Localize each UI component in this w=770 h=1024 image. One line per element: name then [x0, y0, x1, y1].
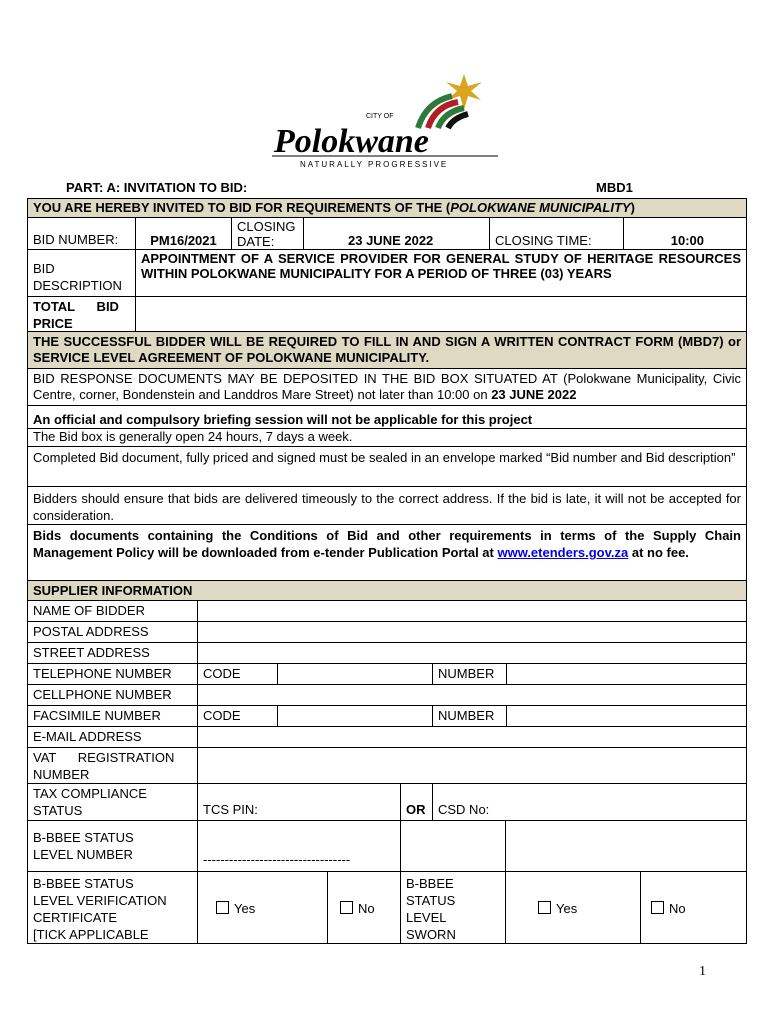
checkbox-icon[interactable]	[651, 901, 664, 914]
facsimile-number-field[interactable]	[507, 706, 746, 726]
postal-address-field[interactable]	[198, 622, 746, 642]
closing-time-value[interactable]: 10:00	[670, 233, 704, 248]
csd-no-field[interactable]: CSD No:	[438, 802, 490, 817]
closing-date-label: CLOSING DATE:	[232, 218, 304, 249]
bid-description-row	[28, 250, 746, 297]
total-bid-price-row	[28, 297, 746, 332]
briefing-notice: An official and compulsory briefing session will not be applicable for this project	[28, 406, 746, 429]
total-bid-price-label: TOTAL BID PRICE	[28, 297, 136, 331]
checkbox-icon[interactable]	[340, 901, 353, 914]
total-bid-price-field[interactable]	[136, 297, 746, 331]
invite-row: YOU ARE HEREBY INVITED TO BID FOR REQUIREMENTS OF THE (POLOKWANE MUNICIPALITY)	[28, 199, 746, 218]
facsimile-row: FACSIMILE NUMBER CODE NUMBER	[28, 706, 746, 727]
telephone-row: TELEPHONE NUMBER CODE NUMBER	[28, 664, 746, 685]
name-of-bidder-row: NAME OF BIDDER	[28, 601, 746, 622]
street-address-row: STREET ADDRESS	[28, 643, 746, 664]
name-of-bidder-field[interactable]	[198, 601, 746, 621]
deposit-notice: BID RESPONSE DOCUMENTS MAY BE DEPOSITED IN THE BID BOX SITUATED AT (Polokwane Municipality, Civic Centre, corner, Bondenstein and Landdros Mare Street) not later than 10:00 on 23 JUNE 2022	[28, 369, 746, 406]
telephone-code-field[interactable]	[278, 664, 433, 684]
vat-row: VAT REGISTRATION NUMBER	[28, 748, 746, 784]
svg-text:CITY OF: CITY OF	[366, 113, 394, 120]
timeous-notice: Bidders should ensure that bids are delivered timeously to the correct address. If the bid is late, it will not be accepted for consideration.	[28, 487, 746, 525]
contract-notice: THE SUCCESSFUL BIDDER WILL BE REQUIRED TO FILL IN AND SIGN A WRITTEN CONTRACT FORM (MBD7) or SERVICE LEVEL AGREEMENT OF POLOKWANE MUNICIPALITY.	[28, 332, 746, 369]
bid-description-label: BID DESCRIPTION	[28, 250, 136, 296]
closing-time-label: CLOSING TIME:	[490, 218, 624, 249]
part-a-heading	[66, 180, 666, 195]
bid-description-value[interactable]: APPOINTMENT OF A SERVICE PROVIDER FOR GENERAL STUDY OF HERITAGE RESOURCES WITHIN POLOKWANE MUNICIPALITY FOR A PERIOD OF THREE (03) YEARS	[141, 251, 741, 281]
cellphone-field[interactable]	[198, 685, 746, 705]
invitation-form	[27, 198, 747, 944]
part-label: PART: A: INVITATION TO BID:	[66, 180, 248, 195]
facsimile-code-field[interactable]	[278, 706, 433, 726]
supplier-information-heading: SUPPLIER INFORMATION	[28, 581, 746, 601]
form-code: MBD1	[596, 180, 633, 195]
street-address-field[interactable]	[198, 643, 746, 663]
postal-address-row: POSTAL ADDRESS	[28, 622, 746, 643]
sworn-no-option[interactable]: No	[641, 872, 746, 943]
bbbee-level-field[interactable]: ----------------------------------	[198, 821, 401, 871]
bbbee-level-row: B-BBEE STATUS LEVEL NUMBER ----------------------------------	[28, 821, 746, 872]
vat-field[interactable]	[198, 748, 746, 783]
municipality-name: POLOKWANE MUNICIPALITY	[450, 200, 631, 215]
completed-bid-notice: Completed Bid document, fully priced and signed must be sealed in an envelope marked “Bid number and Bid description”	[28, 447, 746, 487]
telephone-number-field[interactable]	[507, 664, 746, 684]
bbbee-certificate-row: B-BBEE STATUS LEVEL VERIFICATION CERTIFICATE [TICK APPLICABLE Yes No B-BBEE STATUS LEVEL SWORN Yes No	[28, 872, 746, 944]
tcs-pin-field[interactable]: TCS PIN:	[198, 784, 401, 820]
svg-text:NATURALLY PROGRESSIVE: NATURALLY PROGRESSIVE	[300, 160, 449, 169]
checkbox-icon[interactable]	[216, 901, 229, 914]
bid-box-notice: The Bid box is generally open 24 hours, 7 days a week.	[28, 429, 746, 447]
sworn-yes-option[interactable]: Yes	[506, 872, 641, 943]
checkbox-icon[interactable]	[538, 901, 551, 914]
email-row: E-MAIL ADDRESS	[28, 727, 746, 748]
closing-date-value[interactable]: 23 JUNE 2022	[304, 218, 490, 249]
email-field[interactable]	[198, 727, 746, 747]
bid-number-row	[28, 218, 746, 250]
svg-text:Polokwane: Polokwane	[274, 123, 429, 160]
bid-number-label: BID NUMBER:	[28, 218, 136, 249]
etenders-link[interactable]: www.etenders.gov.za	[497, 545, 629, 560]
bid-number-value[interactable]: PM16/2021	[136, 218, 232, 249]
certificate-no-option[interactable]: No	[328, 872, 401, 943]
polokwane-logo	[268, 66, 502, 170]
download-notice: Bids documents containing the Conditions of Bid and other requirements in terms of the Supply Chain Management Policy will be downloaded from e-tender Publication Portal at www.etenders.gov.za at no fee.	[28, 525, 746, 581]
cellphone-row: CELLPHONE NUMBER	[28, 685, 746, 706]
tax-compliance-row: TAX COMPLIANCE STATUS TCS PIN: OR CSD No:	[28, 784, 746, 821]
certificate-yes-option[interactable]: Yes	[198, 872, 328, 943]
page-number: 1	[699, 964, 706, 979]
